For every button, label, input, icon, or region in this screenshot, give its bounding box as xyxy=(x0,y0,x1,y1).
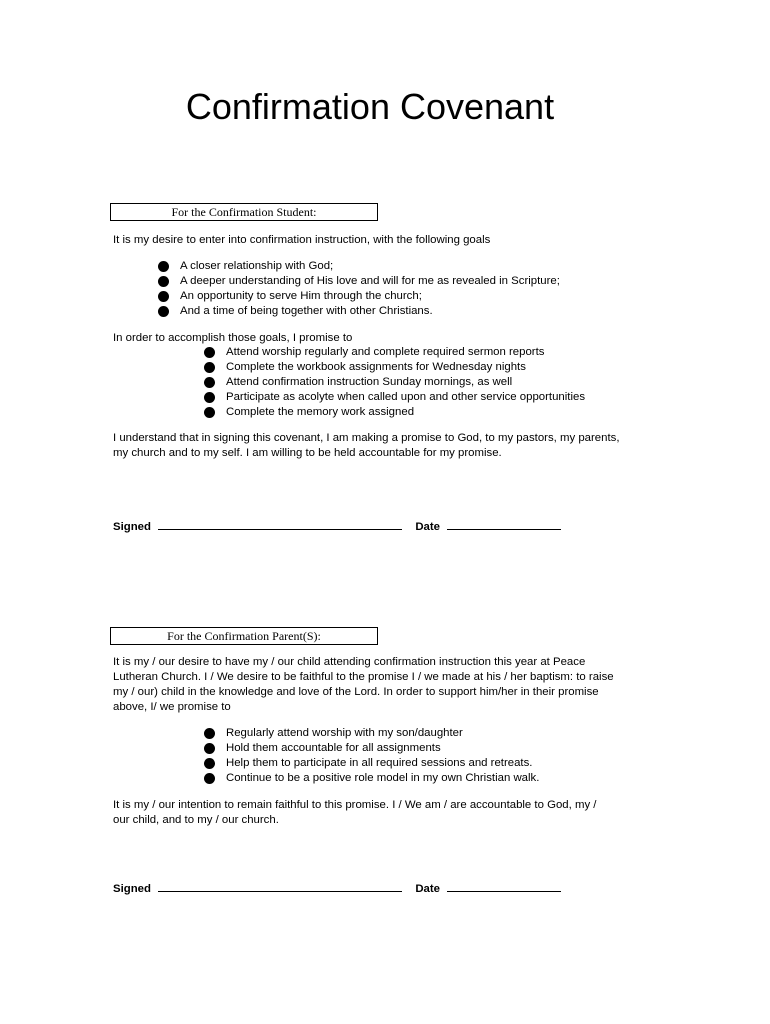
page-title: Confirmation Covenant xyxy=(185,86,555,127)
student-intro: It is my desire to enter into confirmation instruction, with the following goals xyxy=(113,234,491,246)
list-item: Continue to be a positive role model in my own Christian walk. xyxy=(204,771,539,786)
student-promises-list xyxy=(204,345,585,420)
parent-section-header: For the Confirmation Parent(S): xyxy=(110,627,378,645)
student-goals-list xyxy=(158,259,560,319)
parent-promises-list xyxy=(204,726,539,786)
list-item: Attend worship regularly and complete required sermon reports xyxy=(204,345,585,360)
list-item: Attend confirmation instruction Sunday mornings, as well xyxy=(204,375,585,390)
signature-field[interactable] xyxy=(158,880,402,892)
list-item: Complete the workbook assignments for Wednesday nights xyxy=(204,360,585,375)
list-item: A deeper understanding of His love and will for me as revealed in Scripture; xyxy=(158,274,560,289)
student-promise-intro: In order to accomplish those goals, I promise to xyxy=(113,332,353,344)
list-item: An opportunity to serve Him through the church; xyxy=(158,289,560,304)
signed-label: Signed xyxy=(113,883,151,895)
date-field[interactable] xyxy=(447,880,561,892)
signed-label: Signed xyxy=(113,521,151,533)
parent-signature-row xyxy=(113,880,561,895)
student-closing: I understand that in signing this covenant, I am making a promise to God, to my pastors, my parents, my church and to my self. I am willing to be held accountable for my promise. xyxy=(113,432,620,459)
list-item: A closer relationship with God; xyxy=(158,259,560,274)
list-item: Help them to participate in all required sessions and retreats. xyxy=(204,756,539,771)
list-item: Regularly attend worship with my son/daughter xyxy=(204,726,539,741)
signature-field[interactable] xyxy=(158,518,402,530)
student-signature-row xyxy=(113,518,561,533)
list-item: Complete the memory work assigned xyxy=(204,405,585,420)
list-item: And a time of being together with other Christians. xyxy=(158,304,560,319)
parent-intro: It is my / our desire to have my / our child attending confirmation instruction this year at Peace Lutheran Church. I / We desire to be faithful to the promise I / we made at his / her baptism: to raise my / our) child in the knowledge and love of the Lord. In order to support him/her in their promise above, I/ we promise to xyxy=(113,656,614,713)
student-section-header: For the Confirmation Student: xyxy=(110,203,378,221)
date-field[interactable] xyxy=(447,518,561,530)
date-label: Date xyxy=(415,521,441,533)
list-item: Participate as acolyte when called upon and other service opportunities xyxy=(204,390,585,405)
list-item: Hold them accountable for all assignments xyxy=(204,741,539,756)
date-label: Date xyxy=(415,883,441,895)
parent-closing: It is my / our intention to remain faithful to this promise. I / We am / are accountable to God, my / our child, and to my / our church. xyxy=(113,799,597,826)
